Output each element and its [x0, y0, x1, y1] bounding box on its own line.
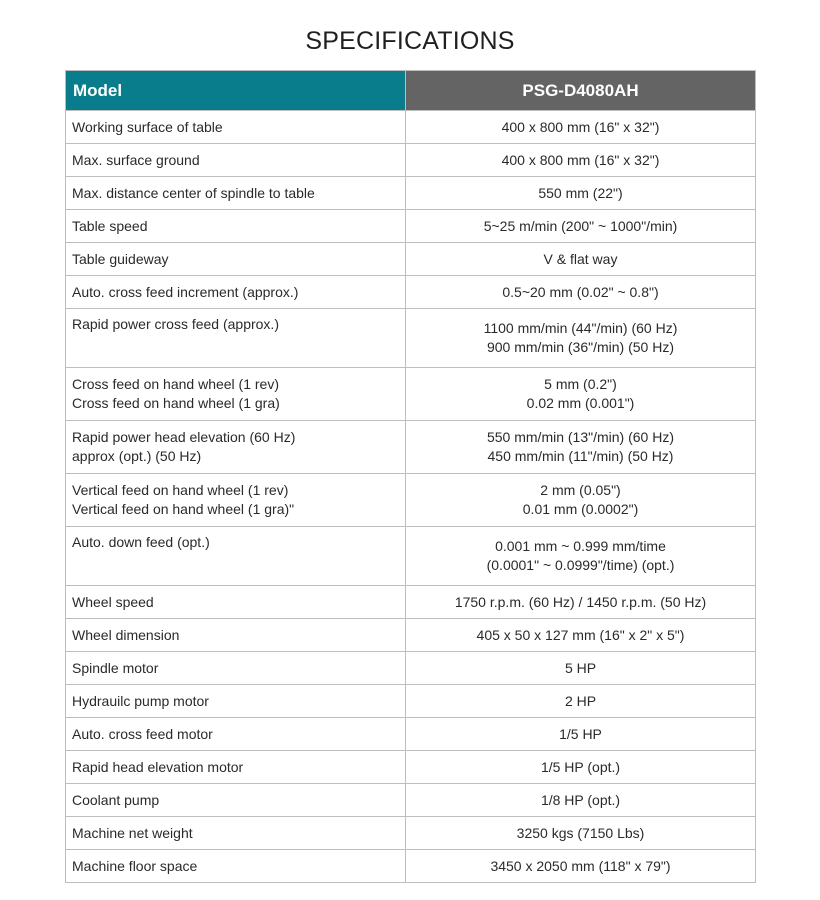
spec-value-line: 1100 mm/min (44"/min) (60 Hz)	[483, 320, 678, 336]
spec-value	[406, 718, 756, 751]
table-header-row	[66, 71, 756, 111]
spec-label-line: Auto. cross feed motor	[72, 725, 213, 742]
spec-value-line: 5 HP	[564, 659, 597, 676]
spec-value	[406, 243, 756, 276]
spec-value-line: 550 mm/min (13"/min) (60 Hz)	[486, 429, 674, 445]
spec-value-line: 5~25 m/min (200" ~ 1000"/min)	[483, 217, 678, 234]
table-row	[66, 619, 756, 652]
spec-label-line: Cross feed on hand wheel (1 rev)	[72, 376, 279, 392]
spec-value	[406, 276, 756, 309]
table-row	[66, 144, 756, 177]
spec-value	[406, 368, 756, 421]
spec-label	[66, 850, 406, 883]
table-row	[66, 586, 756, 619]
spec-label	[66, 784, 406, 817]
spec-value-line: 1/8 HP (opt.)	[540, 791, 621, 808]
table-row	[66, 421, 756, 474]
spec-value	[406, 784, 756, 817]
spec-label	[66, 276, 406, 309]
spec-label-line: Max. surface ground	[72, 151, 200, 168]
page-title: SPECIFICATIONS	[305, 27, 515, 55]
spec-label-line: Machine floor space	[72, 857, 198, 874]
spec-label	[66, 368, 406, 421]
spec-label-line: Cross feed on hand wheel (1 gra)	[72, 395, 280, 411]
spec-value	[406, 144, 756, 177]
spec-label	[66, 111, 406, 144]
spec-value-line: 400 x 800 mm (16" x 32")	[501, 151, 660, 168]
spec-value-line: 3450 x 2050 mm (118" x 79")	[490, 857, 671, 874]
spec-label	[66, 586, 406, 619]
table-row	[66, 111, 756, 144]
spec-label-line: Auto. down feed (opt.)	[72, 534, 210, 550]
spec-value-line: 0.001 mm ~ 0.999 mm/time	[495, 538, 666, 554]
spec-value-line: 0.01 mm (0.0002")	[522, 501, 639, 517]
table-row	[66, 850, 756, 883]
spec-value	[406, 586, 756, 619]
spec-label-line: Auto. cross feed increment (approx.)	[72, 283, 299, 300]
table-row	[66, 718, 756, 751]
spec-label	[66, 210, 406, 243]
table-row	[66, 817, 756, 850]
spec-label-line: approx (opt.) (50 Hz)	[72, 448, 202, 464]
specifications-table	[65, 70, 756, 883]
spec-label-line: Working surface of table	[72, 118, 223, 135]
spec-label	[66, 619, 406, 652]
spec-label	[66, 751, 406, 784]
spec-value	[406, 751, 756, 784]
spec-label-line: Table guideway	[72, 250, 169, 267]
spec-label-line: Spindle motor	[72, 659, 159, 676]
table-row	[66, 784, 756, 817]
spec-value-line: 1/5 HP (opt.)	[540, 758, 621, 775]
spec-value-line: 400 x 800 mm (16" x 32")	[501, 118, 660, 135]
spec-value-line: 2 HP	[564, 692, 597, 709]
spec-label-line: Wheel speed	[72, 593, 154, 610]
spec-value	[406, 817, 756, 850]
spec-label-line: Table speed	[72, 217, 148, 234]
spec-value-line: 2 mm (0.05")	[540, 482, 621, 498]
spec-value-line: 0.5~20 mm (0.02" ~ 0.8")	[502, 283, 659, 300]
table-row	[66, 652, 756, 685]
spec-value	[406, 177, 756, 210]
spec-label	[66, 177, 406, 210]
spec-value-line: 1750 r.p.m. (60 Hz) / 1450 r.p.m. (50 Hz)	[454, 593, 707, 610]
spec-label	[66, 817, 406, 850]
model-header: Model	[66, 71, 406, 111]
spec-value-line: 5 mm (0.2")	[544, 376, 617, 392]
spec-value	[406, 210, 756, 243]
spec-label-line: Wheel dimension	[72, 626, 180, 643]
spec-value	[406, 619, 756, 652]
table-row	[66, 474, 756, 527]
spec-value-line: 450 mm/min (11"/min) (50 Hz)	[487, 448, 674, 464]
table-row	[66, 309, 756, 368]
spec-value	[406, 111, 756, 144]
spec-value-line: V & flat way	[543, 250, 618, 267]
spec-value	[406, 527, 756, 586]
spec-value-line: 0.02 mm (0.001")	[526, 395, 635, 411]
spec-value-line: 900 mm/min (36"/min) (50 Hz)	[486, 339, 674, 355]
table-row	[66, 177, 756, 210]
spec-label-line: Machine net weight	[72, 824, 193, 841]
spec-label-line: Rapid power head elevation (60 Hz)	[72, 429, 296, 445]
spec-value-line: 3250 kgs (7150 Lbs)	[516, 824, 645, 841]
spec-value-line: 1/5 HP	[559, 725, 602, 742]
table-row	[66, 368, 756, 421]
spec-label	[66, 144, 406, 177]
spec-value	[406, 685, 756, 718]
spec-label	[66, 718, 406, 751]
spec-label	[66, 652, 406, 685]
spec-label-line: Vertical feed on hand wheel (1 gra)"	[72, 501, 295, 517]
spec-value	[406, 421, 756, 474]
spec-label-line: Coolant pump	[72, 791, 160, 808]
spec-label	[66, 685, 406, 718]
table-row	[66, 276, 756, 309]
table-row	[66, 527, 756, 586]
spec-value	[406, 850, 756, 883]
spec-value	[406, 309, 756, 368]
table-row	[66, 685, 756, 718]
spec-label-line: Max. distance center of spindle to table	[72, 184, 315, 201]
spec-label-line: Rapid head elevation motor	[72, 758, 244, 775]
spec-label	[66, 309, 406, 368]
spec-label-line: Rapid power cross feed (approx.)	[72, 316, 279, 332]
spec-label-line: Vertical feed on hand wheel (1 rev)	[72, 482, 289, 498]
spec-value	[406, 652, 756, 685]
spec-value	[406, 474, 756, 527]
spec-label	[66, 421, 406, 474]
model-number-header: PSG-D4080AH	[406, 71, 756, 111]
table-row	[66, 243, 756, 276]
spec-label	[66, 527, 406, 586]
table-row	[66, 751, 756, 784]
spec-label	[66, 243, 406, 276]
spec-value-line: (0.0001" ~ 0.0999"/time) (opt.)	[486, 557, 675, 573]
spec-value-line: 405 x 50 x 127 mm (16" x 2" x 5")	[476, 626, 685, 643]
spec-value-line: 550 mm (22")	[538, 184, 623, 201]
spec-label-line: Hydrauilc pump motor	[72, 692, 209, 709]
table-row	[66, 210, 756, 243]
spec-label	[66, 474, 406, 527]
table-body	[66, 111, 756, 883]
